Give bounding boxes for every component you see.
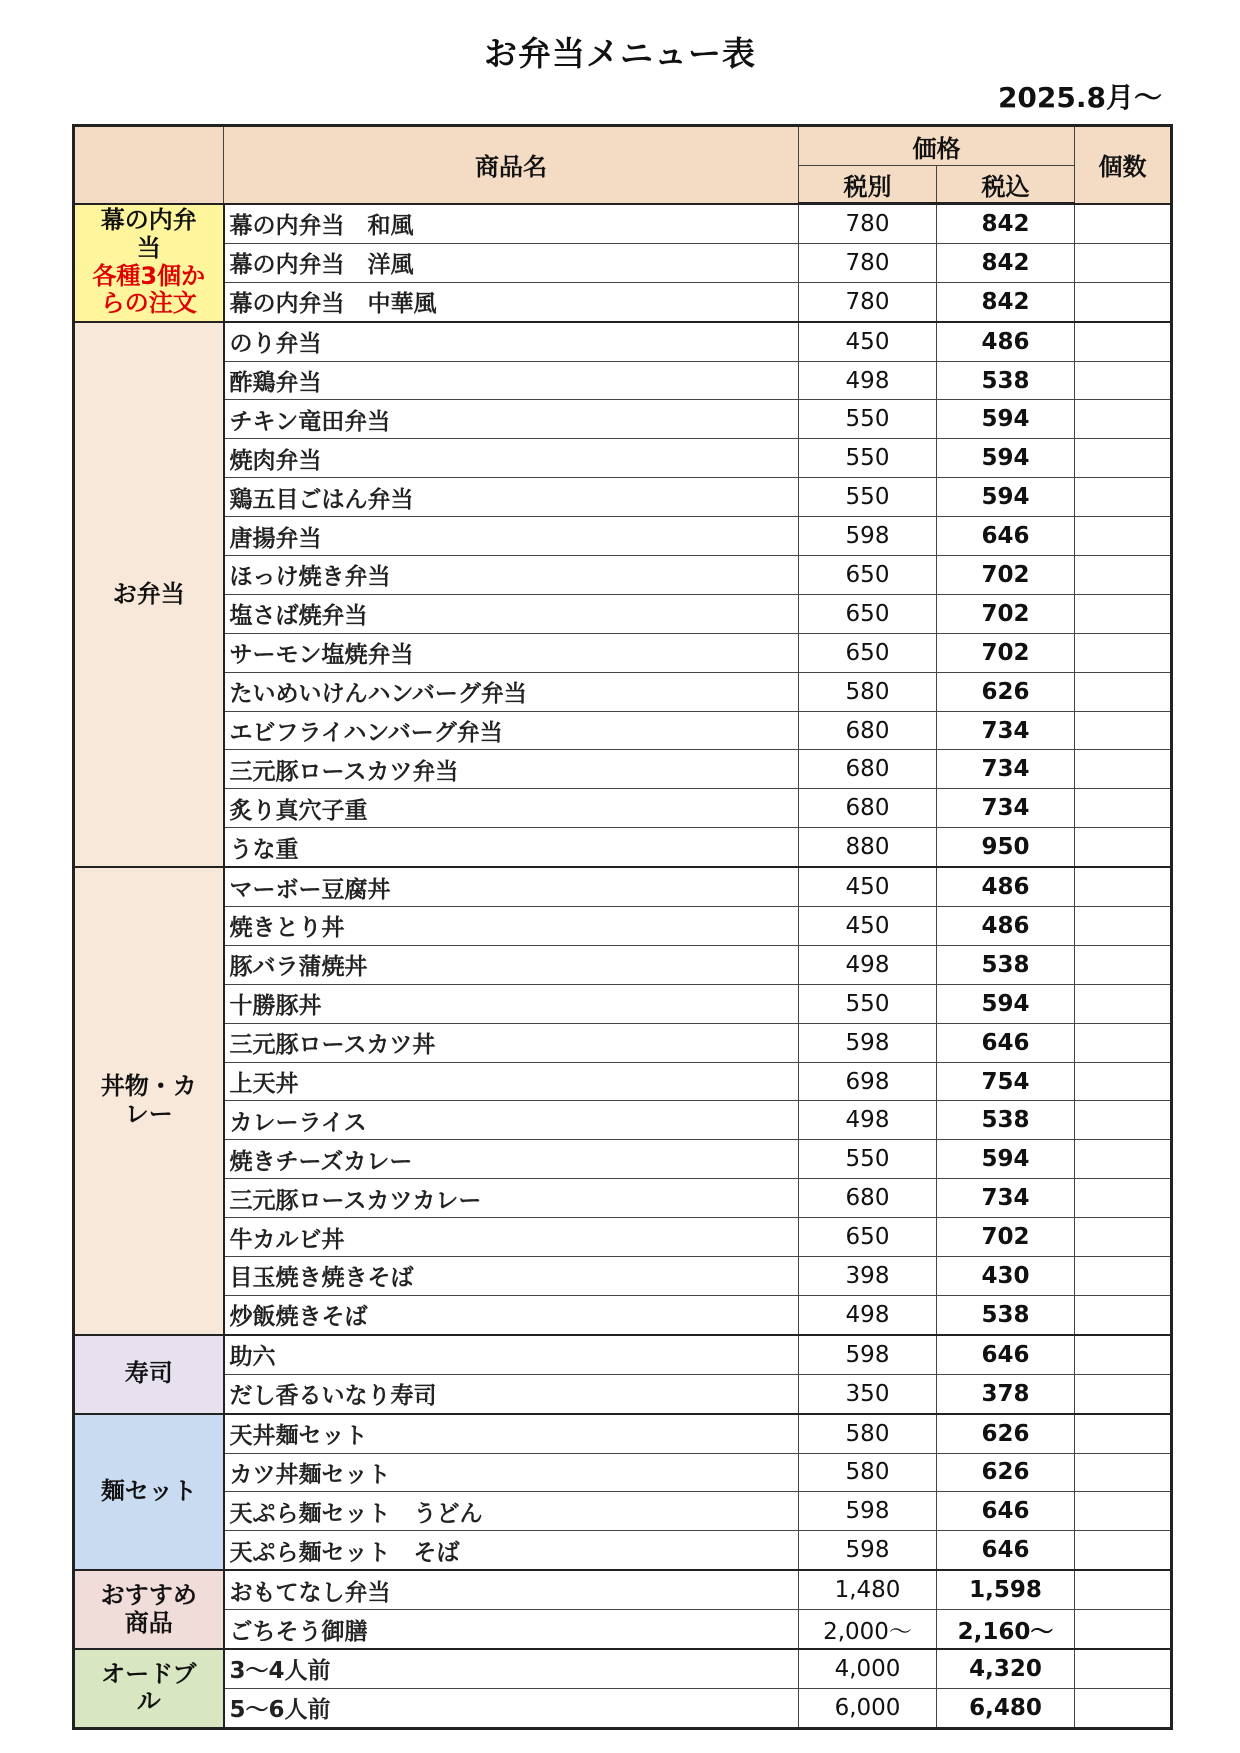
item-name: 牛カルビ丼 xyxy=(224,1218,799,1257)
quantity-cell[interactable] xyxy=(1075,1295,1172,1334)
quantity-cell[interactable] xyxy=(1075,439,1172,478)
price-tax-incl: 4,320 xyxy=(937,1649,1075,1688)
table-row xyxy=(74,789,1172,828)
quantity-cell[interactable] xyxy=(1075,1140,1172,1179)
category-label: 寿司 xyxy=(124,1359,173,1388)
category-cell xyxy=(74,867,224,1335)
category-cell xyxy=(74,204,224,322)
table-row xyxy=(74,1492,1172,1531)
menu-table xyxy=(72,124,1173,1730)
price-tax-incl: 594 xyxy=(937,984,1075,1023)
table-row xyxy=(74,1257,1172,1296)
price-tax-incl: 734 xyxy=(937,789,1075,828)
quantity-cell[interactable] xyxy=(1075,867,1172,906)
item-name: チキン竜田弁当 xyxy=(224,400,799,439)
quantity-cell[interactable] xyxy=(1075,594,1172,633)
price-tax-excl: 550 xyxy=(799,439,937,478)
item-name: 天丼麺セット xyxy=(224,1414,799,1453)
quantity-cell[interactable] xyxy=(1075,243,1172,282)
price-tax-incl: 1,598 xyxy=(937,1570,1075,1609)
category-label: 麺セット xyxy=(100,1477,197,1506)
quantity-cell[interactable] xyxy=(1075,1257,1172,1296)
table-row xyxy=(74,1570,1172,1609)
table-row xyxy=(74,1062,1172,1101)
price-tax-excl: 450 xyxy=(799,322,937,361)
item-name: 炒飯焼きそば xyxy=(224,1295,799,1334)
price-tax-excl: 498 xyxy=(799,361,937,400)
quantity-cell[interactable] xyxy=(1075,907,1172,946)
table-row xyxy=(74,1531,1172,1570)
item-name: のり弁当 xyxy=(224,322,799,361)
quantity-cell[interactable] xyxy=(1075,672,1172,711)
quantity-cell[interactable] xyxy=(1075,1335,1172,1374)
table-row xyxy=(74,828,1172,867)
price-tax-excl: 550 xyxy=(799,400,937,439)
table-header xyxy=(74,126,1172,204)
price-tax-incl: 646 xyxy=(937,1023,1075,1062)
quantity-cell[interactable] xyxy=(1075,361,1172,400)
header-tax-incl: 税込 xyxy=(937,166,1075,204)
item-name: 三元豚ロースカツ丼 xyxy=(224,1023,799,1062)
item-name: エビフライハンバーグ弁当 xyxy=(224,711,799,750)
table-body xyxy=(74,204,1172,1729)
price-tax-excl: 450 xyxy=(799,867,937,906)
table-row xyxy=(74,633,1172,672)
table-row xyxy=(74,478,1172,517)
quantity-cell[interactable] xyxy=(1075,322,1172,361)
price-tax-excl: 550 xyxy=(799,984,937,1023)
quantity-cell[interactable] xyxy=(1075,1179,1172,1218)
quantity-cell[interactable] xyxy=(1075,556,1172,595)
header-tax-excl: 税別 xyxy=(799,166,937,204)
table-row xyxy=(74,594,1172,633)
quantity-cell[interactable] xyxy=(1075,1414,1172,1453)
price-tax-excl: 498 xyxy=(799,945,937,984)
price-tax-incl: 702 xyxy=(937,556,1075,595)
item-name: 天ぷら麺セット うどん xyxy=(224,1492,799,1531)
price-tax-incl: 646 xyxy=(937,1335,1075,1374)
price-tax-incl: 594 xyxy=(937,439,1075,478)
price-tax-incl: 646 xyxy=(937,517,1075,556)
quantity-cell[interactable] xyxy=(1075,1453,1172,1492)
price-tax-incl: 842 xyxy=(937,282,1075,321)
table-row xyxy=(74,243,1172,282)
price-tax-incl: 734 xyxy=(937,1179,1075,1218)
table-row xyxy=(74,282,1172,321)
price-tax-excl: 780 xyxy=(799,282,937,321)
quantity-cell[interactable] xyxy=(1075,204,1172,244)
header-category-cell xyxy=(74,126,224,204)
table-row xyxy=(74,517,1172,556)
table-row xyxy=(74,556,1172,595)
quantity-cell[interactable] xyxy=(1075,789,1172,828)
price-tax-excl: 598 xyxy=(799,517,937,556)
price-tax-excl: 598 xyxy=(799,1335,937,1374)
category-label: 丼物・カレー xyxy=(100,1072,197,1128)
category-label: おすすめ商品 xyxy=(100,1580,197,1637)
price-tax-incl: 734 xyxy=(937,750,1075,789)
price-tax-excl: 680 xyxy=(799,711,937,750)
quantity-cell[interactable] xyxy=(1075,945,1172,984)
price-tax-incl: 2,160～ xyxy=(937,1610,1075,1649)
price-tax-incl: 538 xyxy=(937,945,1075,984)
quantity-cell[interactable] xyxy=(1075,984,1172,1023)
item-name: 上天丼 xyxy=(224,1062,799,1101)
item-name: うな重 xyxy=(224,828,799,867)
quantity-cell[interactable] xyxy=(1075,828,1172,867)
price-tax-excl: 650 xyxy=(799,594,937,633)
price-tax-incl: 842 xyxy=(937,243,1075,282)
price-tax-excl: 780 xyxy=(799,204,937,244)
price-tax-incl: 754 xyxy=(937,1062,1075,1101)
quantity-cell[interactable] xyxy=(1075,1101,1172,1140)
price-tax-excl: 398 xyxy=(799,1257,937,1296)
table-row xyxy=(74,711,1172,750)
price-tax-incl: 702 xyxy=(937,594,1075,633)
quantity-cell[interactable] xyxy=(1075,282,1172,321)
item-name: 幕の内弁当 中華風 xyxy=(224,282,799,321)
page-title: お弁当メニュー表 xyxy=(484,34,756,73)
price-tax-excl: 2,000～ xyxy=(799,1610,937,1649)
price-tax-incl: 594 xyxy=(937,400,1075,439)
quantity-cell[interactable] xyxy=(1075,750,1172,789)
table-row xyxy=(74,1453,1172,1492)
category-cell xyxy=(74,322,224,867)
item-name: 塩さば焼弁当 xyxy=(224,594,799,633)
table-row xyxy=(74,945,1172,984)
quantity-cell[interactable] xyxy=(1075,1649,1172,1688)
price-tax-excl: 4,000 xyxy=(799,1649,937,1688)
item-name: 唐揚弁当 xyxy=(224,517,799,556)
price-tax-incl: 702 xyxy=(937,633,1075,672)
quantity-cell[interactable] xyxy=(1075,1023,1172,1062)
item-name: 目玉焼き焼きそば xyxy=(224,1257,799,1296)
quantity-cell[interactable] xyxy=(1075,1610,1172,1649)
price-tax-excl: 1,480 xyxy=(799,1570,937,1609)
table-row xyxy=(74,1335,1172,1374)
price-tax-excl: 550 xyxy=(799,478,937,517)
price-tax-excl: 550 xyxy=(799,1140,937,1179)
item-name: 豚バラ蒲焼丼 xyxy=(224,945,799,984)
price-tax-incl: 646 xyxy=(937,1531,1075,1570)
header-price: 価格 xyxy=(799,126,1075,166)
price-tax-excl: 780 xyxy=(799,243,937,282)
table-row xyxy=(74,1374,1172,1413)
item-name: 酢鶏弁当 xyxy=(224,361,799,400)
item-name: 焼きチーズカレー xyxy=(224,1140,799,1179)
price-tax-incl: 538 xyxy=(937,361,1075,400)
price-tax-incl: 626 xyxy=(937,1453,1075,1492)
price-tax-excl: 498 xyxy=(799,1295,937,1334)
price-tax-incl: 950 xyxy=(937,828,1075,867)
price-tax-incl: 702 xyxy=(937,1218,1075,1257)
table-row xyxy=(74,1179,1172,1218)
category-cell xyxy=(74,1570,224,1649)
header-qty: 個数 xyxy=(1075,126,1172,204)
item-name: だし香るいなり寿司 xyxy=(224,1374,799,1413)
item-name: 十勝豚丼 xyxy=(224,984,799,1023)
item-name: 三元豚ロースカツ弁当 xyxy=(224,750,799,789)
item-name: カツ丼麺セット xyxy=(224,1453,799,1492)
effective-date: 2025.8月～ xyxy=(997,81,1162,114)
price-tax-excl: 598 xyxy=(799,1531,937,1570)
quantity-cell[interactable] xyxy=(1075,1531,1172,1570)
table-row xyxy=(74,439,1172,478)
price-tax-excl: 498 xyxy=(799,1101,937,1140)
item-name: 焼肉弁当 xyxy=(224,439,799,478)
price-tax-incl: 646 xyxy=(937,1492,1075,1531)
quantity-cell[interactable] xyxy=(1075,517,1172,556)
price-tax-excl: 880 xyxy=(799,828,937,867)
price-tax-incl: 594 xyxy=(937,478,1075,517)
table-row xyxy=(74,907,1172,946)
price-tax-incl: 594 xyxy=(937,1140,1075,1179)
item-name: 幕の内弁当 洋風 xyxy=(224,243,799,282)
table-row xyxy=(74,1649,1172,1688)
price-tax-incl: 842 xyxy=(937,204,1075,244)
quantity-cell[interactable] xyxy=(1075,400,1172,439)
price-tax-incl: 378 xyxy=(937,1374,1075,1413)
table-row xyxy=(74,1414,1172,1453)
quantity-cell[interactable] xyxy=(1075,633,1172,672)
quantity-cell[interactable] xyxy=(1075,1570,1172,1609)
price-tax-excl: 350 xyxy=(799,1374,937,1413)
item-name: 天ぷら麺セット そば xyxy=(224,1531,799,1570)
item-name: 幕の内弁当 和風 xyxy=(224,204,799,244)
table-row xyxy=(74,400,1172,439)
price-tax-excl: 450 xyxy=(799,907,937,946)
item-name: 炙り真穴子重 xyxy=(224,789,799,828)
price-tax-incl: 626 xyxy=(937,1414,1075,1453)
category-cell xyxy=(74,1649,224,1728)
item-name: ごちそう御膳 xyxy=(224,1610,799,1649)
table-row xyxy=(74,1295,1172,1334)
table-row xyxy=(74,1218,1172,1257)
price-tax-incl: 6,480 xyxy=(937,1688,1075,1728)
price-tax-excl: 580 xyxy=(799,1414,937,1453)
category-cell xyxy=(74,1335,224,1414)
price-tax-excl: 580 xyxy=(799,672,937,711)
price-tax-incl: 626 xyxy=(937,672,1075,711)
item-name: おもてなし弁当 xyxy=(224,1570,799,1609)
price-tax-incl: 486 xyxy=(937,907,1075,946)
price-tax-incl: 734 xyxy=(937,711,1075,750)
price-tax-excl: 580 xyxy=(799,1453,937,1492)
table-row xyxy=(74,1140,1172,1179)
category-label: お弁当 xyxy=(112,579,185,608)
item-name: マーボー豆腐丼 xyxy=(224,867,799,906)
price-tax-excl: 650 xyxy=(799,1218,937,1257)
quantity-cell[interactable] xyxy=(1075,1374,1172,1413)
price-tax-excl: 698 xyxy=(799,1062,937,1101)
table-row xyxy=(74,204,1172,244)
price-tax-incl: 538 xyxy=(937,1295,1075,1334)
category-cell xyxy=(74,1414,224,1571)
price-tax-excl: 598 xyxy=(799,1023,937,1062)
quantity-cell[interactable] xyxy=(1075,1218,1172,1257)
quantity-cell[interactable] xyxy=(1075,1688,1172,1728)
table-row xyxy=(74,322,1172,361)
item-name: 5～6人前 xyxy=(224,1688,799,1728)
price-tax-incl: 486 xyxy=(937,867,1075,906)
category-label: オードブル xyxy=(101,1659,197,1716)
item-name: 三元豚ロースカツカレー xyxy=(224,1179,799,1218)
item-name: 助六 xyxy=(224,1335,799,1374)
quantity-cell[interactable] xyxy=(1075,711,1172,750)
table-row xyxy=(74,361,1172,400)
item-name: サーモン塩焼弁当 xyxy=(224,633,799,672)
quantity-cell[interactable] xyxy=(1075,478,1172,517)
category-label: 幕の内弁当 xyxy=(100,206,197,262)
price-tax-excl: 680 xyxy=(799,1179,937,1218)
table-row xyxy=(74,984,1172,1023)
price-tax-excl: 680 xyxy=(799,789,937,828)
category-note: 各種3個からの注文 xyxy=(92,261,206,318)
price-tax-incl: 486 xyxy=(937,322,1075,361)
table-row xyxy=(74,1023,1172,1062)
item-name: 3～4人前 xyxy=(224,1649,799,1688)
table-row xyxy=(74,1688,1172,1728)
item-name: たいめいけんハンバーグ弁当 xyxy=(224,672,799,711)
table-row xyxy=(74,750,1172,789)
quantity-cell[interactable] xyxy=(1075,1062,1172,1101)
item-name: カレーライス xyxy=(224,1101,799,1140)
table-row xyxy=(74,867,1172,906)
header-name: 商品名 xyxy=(224,126,799,204)
price-tax-incl: 538 xyxy=(937,1101,1075,1140)
price-tax-excl: 6,000 xyxy=(799,1688,937,1728)
price-tax-excl: 598 xyxy=(799,1492,937,1531)
price-tax-excl: 650 xyxy=(799,556,937,595)
item-name: 鶏五目ごはん弁当 xyxy=(224,478,799,517)
quantity-cell[interactable] xyxy=(1075,1492,1172,1531)
item-name: 焼きとり丼 xyxy=(224,907,799,946)
price-tax-excl: 680 xyxy=(799,750,937,789)
table-row xyxy=(74,1101,1172,1140)
item-name: ほっけ焼き弁当 xyxy=(224,556,799,595)
price-tax-incl: 430 xyxy=(937,1257,1075,1296)
table-row xyxy=(74,672,1172,711)
price-tax-excl: 650 xyxy=(799,633,937,672)
table-row xyxy=(74,1610,1172,1649)
